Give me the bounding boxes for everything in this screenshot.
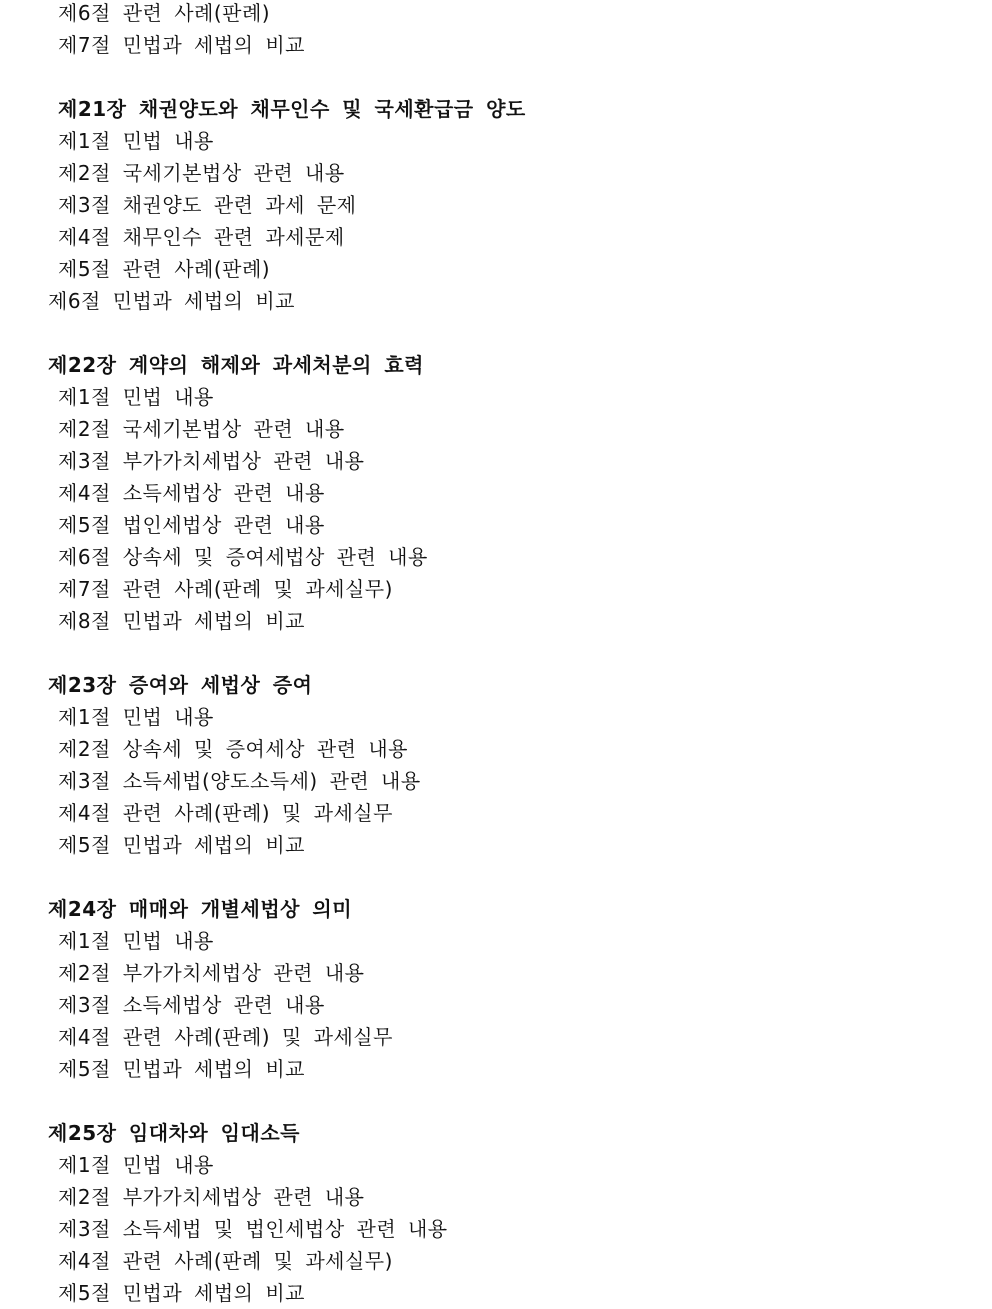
section-item: 제6절 민법과 세법의 비교 [48,289,295,313]
chapter-heading: 제24장 매매와 개별세법상 의미 [48,897,353,921]
section-item: 제5절 민법과 세법의 비교 [58,1281,305,1305]
section-item: 제1절 민법 내용 [58,1153,214,1177]
section-item: 제2절 부가가치세법상 관련 내용 [58,961,365,985]
section-item: 제4절 관련 사례(판례) 및 과세실무 [58,1025,393,1049]
section-item: 제5절 민법과 세법의 비교 [58,1057,305,1081]
section-item: 제4절 채무인수 관련 과세문제 [58,225,345,249]
section-item: 제3절 소득세법상 관련 내용 [58,993,325,1017]
section-item: 제2절 상속세 및 증여세상 관련 내용 [58,737,408,761]
section-item: 제7절 관련 사례(판례 및 과세실무) [58,577,393,601]
section-item: 제2절 국세기본법상 관련 내용 [58,417,345,441]
section-item: 제3절 소득세법 및 법인세법상 관련 내용 [58,1217,448,1241]
section-item: 제3절 부가가치세법상 관련 내용 [58,449,365,473]
section-item: 제3절 채권양도 관련 과세 문제 [58,193,357,217]
section-item: 제4절 관련 사례(판례) 및 과세실무 [58,801,393,825]
section-item: 제8절 민법과 세법의 비교 [58,609,305,633]
section-item: 제6절 상속세 및 증여세법상 관련 내용 [58,545,428,569]
chapter-heading: 제25장 임대차와 임대소득 [48,1121,300,1145]
section-item: 제4절 관련 사례(판례 및 과세실무) [58,1249,393,1273]
section-item: 제1절 민법 내용 [58,705,214,729]
section-item: 제4절 소득세법상 관련 내용 [58,481,325,505]
section-item: 제1절 민법 내용 [58,129,214,153]
chapter-heading: 제22장 계약의 해제와 과세처분의 효력 [48,353,424,377]
section-item: 제1절 민법 내용 [58,385,214,409]
chapter-heading: 제23장 증여와 세법상 증여 [48,673,313,697]
chapter-heading: 제21장 채권양도와 채무인수 및 국세환급금 양도 [58,97,526,121]
section-item: 제2절 부가가치세법상 관련 내용 [58,1185,365,1209]
section-item: 제3절 소득세법(양도소득세) 관련 내용 [58,769,421,793]
section-item: 제5절 관련 사례(판례) [58,257,271,281]
section-item: 제1절 민법 내용 [58,929,214,953]
section-item: 제6절 관련 사례(판례) [58,1,271,25]
section-item: 제2절 국세기본법상 관련 내용 [58,161,345,185]
section-item: 제7절 민법과 세법의 비교 [58,33,305,57]
section-item: 제5절 민법과 세법의 비교 [58,833,305,857]
section-item: 제5절 법인세법상 관련 내용 [58,513,325,537]
